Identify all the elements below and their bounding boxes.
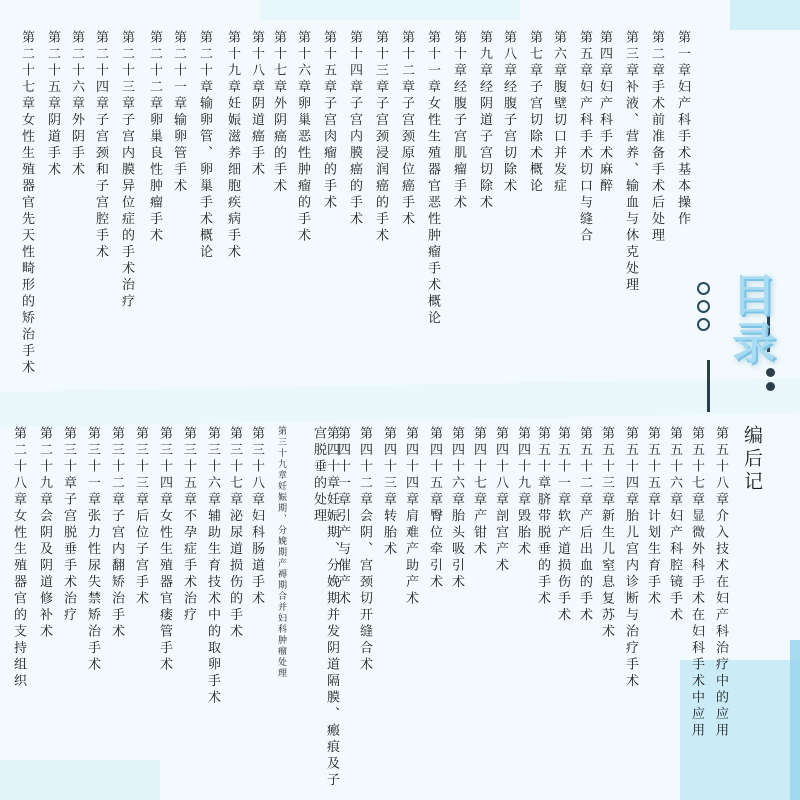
toc-entry[interactable]: 第二十一章输卵管手术 [171,30,186,195]
toc-entry[interactable]: 第五十五章计划生育手术 [645,426,660,608]
toc-entry[interactable]: 第十六章卵巢恶性肿瘤的手术 [295,30,310,245]
decor-dots [766,368,775,396]
toc-entry[interactable]: 第三章补液、营养、输血与休克处理 [623,30,638,294]
toc-entry[interactable]: 第五十三章新生儿窒息复苏术 [599,426,614,641]
toc-entry[interactable]: 第五十章脐带脱垂的手术 [535,426,550,608]
toc-entry[interactable]: 第四十九章毁胎术 [515,426,530,558]
toc-entry[interactable]: 第四十二章会阴、宫颈切开缝合术 [357,426,372,674]
toc-entry[interactable]: 第三十五章不孕症手术治疗 [181,426,196,624]
decor-shape [730,0,800,30]
toc-entry[interactable]: 第四十七章产钳术 [471,426,486,558]
toc-entry[interactable]: 第二十四章子宫颈和子宫腔手术 [93,30,108,261]
toc-entry[interactable]: 第二十二章卵巢良性肿瘤手术 [147,30,162,245]
toc-entry[interactable]: 第十七章外阴癌的手术 [271,30,286,195]
toc-entry[interactable]: 第七章子宫切除术概论 [527,30,542,195]
toc-entry[interactable]: 第四十三章转胎术 [381,426,396,558]
toc-entry[interactable]: 第十九章妊娠滋养细胞疾病手术 [225,30,240,261]
toc-entry[interactable]: 第五章妇产科手术切口与缝合 [577,30,592,245]
toc-entry[interactable]: 第六章腹壁切口并发症 [551,30,566,195]
toc-entry[interactable]: 第二十五章阴道手术 [45,30,60,179]
toc-entry[interactable]: 第五十七章显微外科手术在妇科手术中应用 [689,426,704,740]
decor-circles [697,282,710,336]
toc-entry[interactable]: 第二十七章女性生殖器官先天性畸形的矫治手术 [19,30,34,377]
toc-entry[interactable]: 第四章妇产科手术麻醉 [597,30,612,195]
toc-entry[interactable]: 第十八章阴道癌手术 [249,30,264,179]
toc-entry[interactable]: 第五十八章介入技术在妇产科治疗中的应用 [713,426,728,740]
toc-entry[interactable]: 第三十七章泌尿道损伤的手术 [227,426,242,641]
decor-shape [790,640,800,800]
toc-entry[interactable]: 第四十章妊娠期、分娩期并发阴道隔膜、瘢痕及子宫脱垂的处理 [311,426,339,789]
toc-entry[interactable]: 第三十六章辅助生育技术中的取卵手术 [205,426,220,707]
dot-icon [766,368,775,377]
toc-entry[interactable]: 第三十四章女性生殖器官瘘管手术 [157,426,172,674]
toc-entry[interactable]: 第九章经阴道子宫切除术 [477,30,492,212]
decor-shape [0,760,160,800]
toc-entry[interactable]: 第三十八章妇科肠道手术 [249,426,264,608]
toc-entry[interactable]: 第三十章子宫脱垂手术治疗 [61,426,76,624]
toc-entry[interactable]: 第二十九章会阴及阴道修补术 [37,426,52,641]
circle-icon [697,300,710,313]
decor-band [0,378,800,427]
toc-entry[interactable]: 第十二章子宫颈原位癌手术 [399,30,414,228]
page-title: 目录 [724,272,775,368]
toc-entry[interactable]: 第十章经腹子宫肌瘤手术 [451,30,466,212]
toc-entry[interactable]: 第五十六章妇产科腔镜手术 [667,426,682,624]
toc-entry[interactable]: 第四十五章臀位牵引术 [427,426,442,591]
decor-shape [260,0,520,20]
toc-entry[interactable]: 第三十九章妊娠期、分娩期产褥期合并妇科肿瘤处理 [276,426,286,679]
toc-entry[interactable]: 第十三章子宫颈浸润癌的手术 [373,30,388,245]
toc-entry[interactable]: 第三十三章后位子宫手术 [133,426,148,608]
toc-entry[interactable]: 第十五章子宫肉瘤的手术 [321,30,336,212]
postscript-entry[interactable]: 编后记 [741,425,763,494]
toc-entry[interactable]: 第五十一章软产道损伤手术 [555,426,570,624]
toc-entry[interactable]: 第二十三章子宫内膜异位症的手术治疗 [119,30,134,311]
toc-entry[interactable]: 第四十四章肩难产助产术 [403,426,418,608]
toc-entry[interactable]: 第五十二章产后出血的手术 [577,426,592,624]
toc-entry[interactable]: 第十四章子宫内膜癌的手术 [347,30,362,228]
toc-entry[interactable]: 第四十八章剖宫产术 [493,426,508,575]
dot-icon [766,382,775,391]
circle-icon [697,318,710,331]
toc-entry[interactable]: 第二十六章外阴手术 [69,30,84,179]
toc-entry[interactable]: 第十一章女性生殖器官恶性肿瘤手术概论 [425,30,440,327]
toc-entry[interactable]: 第四十一章引产与催产术 [335,426,350,608]
toc-entry[interactable]: 第三十二章子宫内翻矫治手术 [109,426,124,641]
decor-bar [707,360,710,412]
toc-entry[interactable]: 第八章经腹子宫切除术 [501,30,516,195]
toc-entry[interactable]: 第二十章输卵管、卵巢手术概论 [197,30,212,261]
circle-icon [697,282,710,295]
toc-entry[interactable]: 第二章手术前准备手术后处理 [649,30,664,245]
toc-entry[interactable]: 第二十八章女性生殖器官的支持组织 [11,426,26,690]
toc-entry[interactable]: 第五十四章胎儿宫内诊断与治疗手术 [623,426,638,690]
toc-entry[interactable]: 第四十六章胎头吸引术 [449,426,464,591]
toc-entry[interactable]: 第三十一章张力性尿失禁矫治手术 [85,426,100,674]
toc-entry[interactable]: 第一章妇产科手术基本操作 [675,30,690,228]
